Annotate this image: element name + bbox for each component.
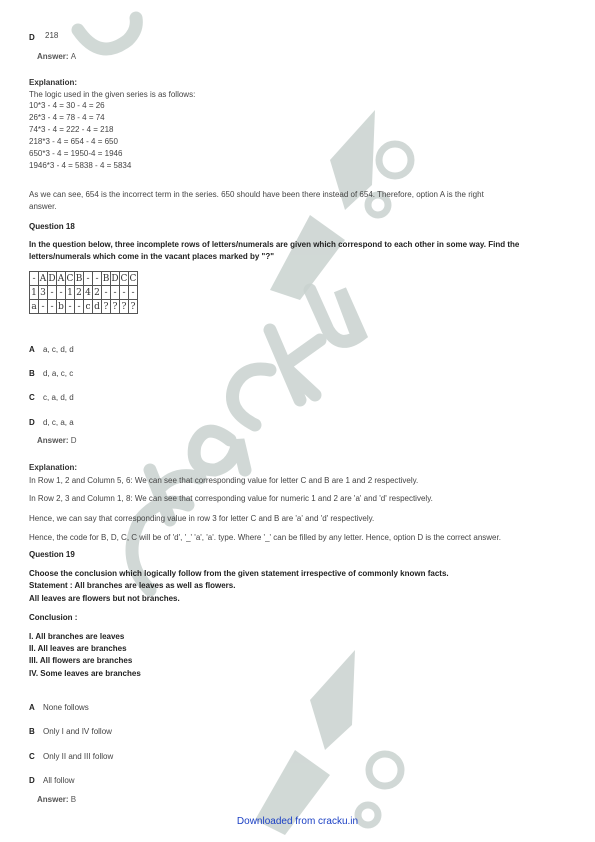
option-letter-c[interactable]: C xyxy=(29,393,35,402)
grid-cell: 1 xyxy=(67,287,73,298)
explanation-line: Hence, we can say that corresponding value in row 3 for letter C and B are 'a' and 'd' respectively. xyxy=(29,514,375,523)
grid-cell: c xyxy=(85,301,91,312)
explanation-intro: The logic used in the given series is as follows: xyxy=(29,90,196,99)
grid-cell: - xyxy=(111,286,120,300)
series-line: 10*3 - 4 = 30 - 4 = 26 xyxy=(29,101,105,110)
option-text-a[interactable]: None follows xyxy=(43,703,89,712)
answer-value: D xyxy=(70,436,77,445)
grid-cell: D xyxy=(111,273,119,284)
grid-cell: 1 xyxy=(31,287,37,298)
watermark-pen-bottom xyxy=(310,650,355,750)
grid-cell: - xyxy=(120,286,129,300)
option-letter-a[interactable]: A xyxy=(29,345,35,354)
series-line: 26*3 - 4 = 78 - 4 = 74 xyxy=(29,113,105,122)
grid-cell: ? xyxy=(111,300,120,314)
conclusion-label: Conclusion : xyxy=(29,613,78,622)
option-letter-d[interactable]: D xyxy=(29,418,35,427)
letter-numeral-grid xyxy=(29,271,138,314)
grid-cell: C xyxy=(129,273,137,284)
grid-cell: 3 xyxy=(40,287,46,298)
grid-cell: - xyxy=(57,286,66,300)
explanation-title: Explanation: xyxy=(29,78,78,87)
question-19-title: Question 19 xyxy=(29,550,75,559)
watermark-a xyxy=(194,431,245,470)
option-text-b[interactable]: Only I and IV follow xyxy=(43,727,112,736)
grid-cell: - xyxy=(129,286,138,300)
watermark-ring-bottom xyxy=(369,754,401,786)
question-18-title: Question 18 xyxy=(29,222,75,231)
grid-cell: - xyxy=(48,300,57,314)
answer-label: Answer: xyxy=(37,436,69,445)
answer-value: B xyxy=(70,795,77,804)
answer-label: Answer: xyxy=(37,52,69,61)
grid-cell: B xyxy=(75,273,83,284)
grid-cell: - xyxy=(93,272,102,286)
option-letter-a[interactable]: A xyxy=(29,703,35,712)
question-18-prompt-cont: letters/numerals which come in the vacant places marked by "?" xyxy=(29,252,275,261)
option-text-d: 218 xyxy=(45,31,59,40)
grid-cell: C xyxy=(120,273,128,284)
conclusion-item: IV. Some leaves are branches xyxy=(29,669,141,678)
question-18-prompt: In the question below, three incomplete rows of letters/numerals are given which correspond to each other in some way. Find the xyxy=(29,240,520,249)
conclusion-item: I. All branches are leaves xyxy=(29,632,125,641)
grid-cell: - xyxy=(30,272,39,286)
answer-line xyxy=(37,795,76,804)
answer-label: Answer: xyxy=(37,795,69,804)
grid-cell: A xyxy=(39,273,47,284)
explanation-line: In Row 1, 2 and Column 5, 6: We can see that corresponding value for letter C and B are 1 and 2 respectively. xyxy=(29,476,419,485)
series-line: 1946*3 - 4 = 5838 - 4 = 5834 xyxy=(29,161,132,170)
answer-value: A xyxy=(70,52,77,61)
series-line: 74*3 - 4 = 222 - 4 = 218 xyxy=(29,125,114,134)
grid-cell: - xyxy=(84,272,93,286)
grid-row-2 xyxy=(30,286,138,300)
statement-line: Statement : All branches are leaves as well as flowers. xyxy=(29,581,236,590)
option-letter-b[interactable]: B xyxy=(29,369,35,378)
answer-line xyxy=(37,436,77,445)
grid-cell: a xyxy=(31,301,37,312)
grid-cell: - xyxy=(75,300,84,314)
option-letter-b[interactable]: B xyxy=(29,727,35,736)
series-line: 218*3 - 4 = 654 - 4 = 650 xyxy=(29,137,118,146)
explanation-conclusion-cont: answer. xyxy=(29,202,57,211)
option-text-c[interactable]: c, a, d, d xyxy=(43,393,74,402)
grid-cell: A xyxy=(57,273,65,284)
grid-cell: C xyxy=(66,273,74,284)
grid-cell: ? xyxy=(120,300,129,314)
conclusion-item: II. All leaves are branches xyxy=(29,644,127,653)
grid-cell: B xyxy=(102,273,110,284)
grid-cell: D xyxy=(48,273,56,284)
grid-cell: - xyxy=(102,286,111,300)
grid-cell: 2 xyxy=(76,287,82,298)
grid-cell: ? xyxy=(129,300,138,314)
watermark-u xyxy=(310,290,360,341)
watermark-ring-top xyxy=(379,144,411,176)
statement-line: All leaves are flowers but not branches. xyxy=(29,594,180,603)
grid-cell: b xyxy=(58,301,64,312)
option-text-d[interactable]: All follow xyxy=(43,776,75,785)
grid-cell: - xyxy=(39,300,48,314)
option-text-a[interactable]: a, c, d, d xyxy=(43,345,74,354)
option-text-d[interactable]: d, c, a, a xyxy=(43,418,74,427)
option-letter-c[interactable]: C xyxy=(29,752,35,761)
watermark-c xyxy=(233,369,271,425)
option-letter-d: D xyxy=(29,33,35,42)
option-text-c[interactable]: Only II and III follow xyxy=(43,752,114,761)
grid-row-3 xyxy=(30,300,138,314)
grid-cell: - xyxy=(48,286,57,300)
conclusion-item: III. All flowers are branches xyxy=(29,656,133,665)
grid-cell: 4 xyxy=(85,287,91,298)
grid-cell: 2 xyxy=(94,287,100,298)
option-text-b[interactable]: d, a, c, c xyxy=(43,369,74,378)
grid-row-1 xyxy=(30,272,138,286)
watermark-arc-top xyxy=(78,18,136,49)
grid-cell: d xyxy=(94,301,100,312)
grid-cell: - xyxy=(66,300,75,314)
watermark-k xyxy=(270,330,320,400)
explanation-line: In Row 2, 3 and Column 1, 8: We can see that corresponding value for numeric 1 and 2 are 'a' and 'd' respectively. xyxy=(29,494,433,503)
question-19-prompt: Choose the conclusion which logically follow from the given statement irrespective of commonly known facts. xyxy=(29,569,449,578)
footer-link[interactable]: Downloaded from cracku.in xyxy=(236,816,359,827)
answer-line xyxy=(37,52,76,61)
explanation-conclusion: As we can see, 654 is the incorrect term in the series. 650 should have been there instead of 654. Therefore, option A is the right xyxy=(29,190,484,199)
explanation-line: Hence, the code for B, D, C, C will be of 'd', '_' 'a', 'a'. type. Where '_' can be filled by any letter. Hence, option D is the correct answer. xyxy=(29,533,501,542)
explanation-title: Explanation: xyxy=(29,463,78,472)
option-letter-d[interactable]: D xyxy=(29,776,35,785)
grid-cell: ? xyxy=(102,300,111,314)
series-line: 650*3 - 4 = 1950-4 = 1946 xyxy=(29,149,123,158)
